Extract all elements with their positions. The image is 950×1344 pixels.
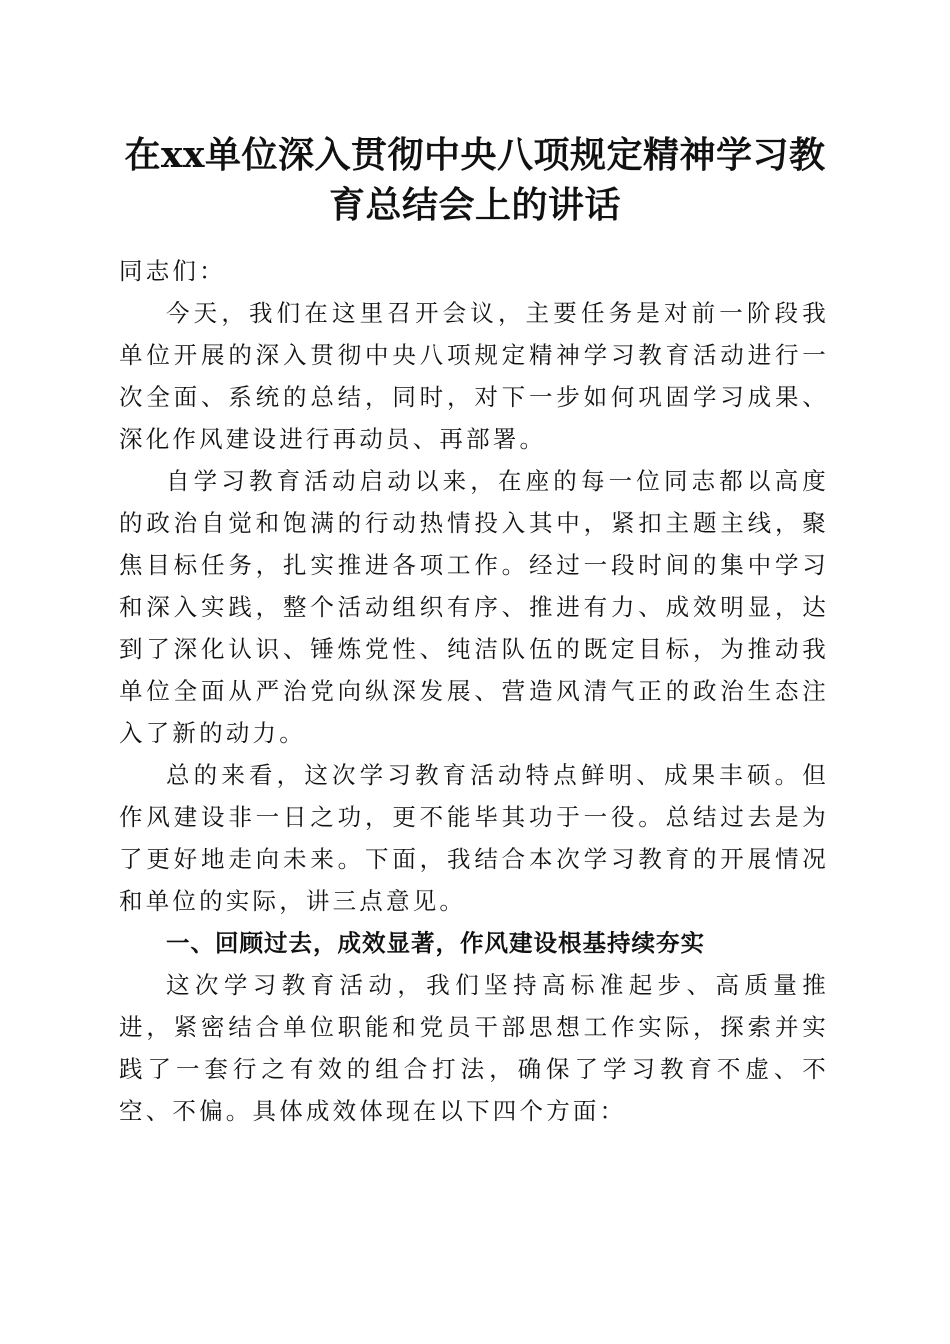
document-title: 在xx单位深入贯彻中央八项规定精神学习教育总结会上的讲话 [124, 134, 826, 226]
section-paragraph: 这次学习教育活动，我们坚持高标准起步、高质量推进，紧密结合单位职能和党员干部思想工作实际，探索并实践了一套行之有效的组合打法，确保了学习教育不虚、不空、不偏。具体成效体现在以下四个方面： [119, 971, 829, 1125]
salutation: 同志们： [119, 257, 226, 285]
document-body [119, 250, 829, 1132]
section-heading: 一、回顾过去，成效显著，作风建设根基持续夯实 [166, 929, 705, 957]
paragraph-achievements: 自学习教育活动启动以来，在座的每一位同志都以高度的政治自觉和饱满的行动热情投入其中，紧扣主题主线，聚焦目标任务，扎实推进各项工作。经过一段时间的集中学习和深入实践，整个活动组织有序、推进有力、成效明显，达到了深化认识、锤炼党性、纯洁队伍的既定目标，为推动我单位全面从严治党向纵深发展、营造风清气正的政治生态注入了新的动力。 [119, 467, 829, 747]
paragraph-intro: 今天，我们在这里召开会议，主要任务是对前一阶段我单位开展的深入贯彻中央八项规定精神学习教育活动进行一次全面、系统的总结，同时，对下一步如何巩固学习成果、深化作风建设进行再动员、再部署。 [119, 299, 829, 453]
paragraph-summary: 总的来看，这次学习教育活动特点鲜明、成果丰硕。但作风建设非一日之功，更不能毕其功于一役。总结过去是为了更好地走向未来。下面，我结合本次学习教育的开展情况和单位的实际，讲三点意见。 [119, 761, 829, 915]
